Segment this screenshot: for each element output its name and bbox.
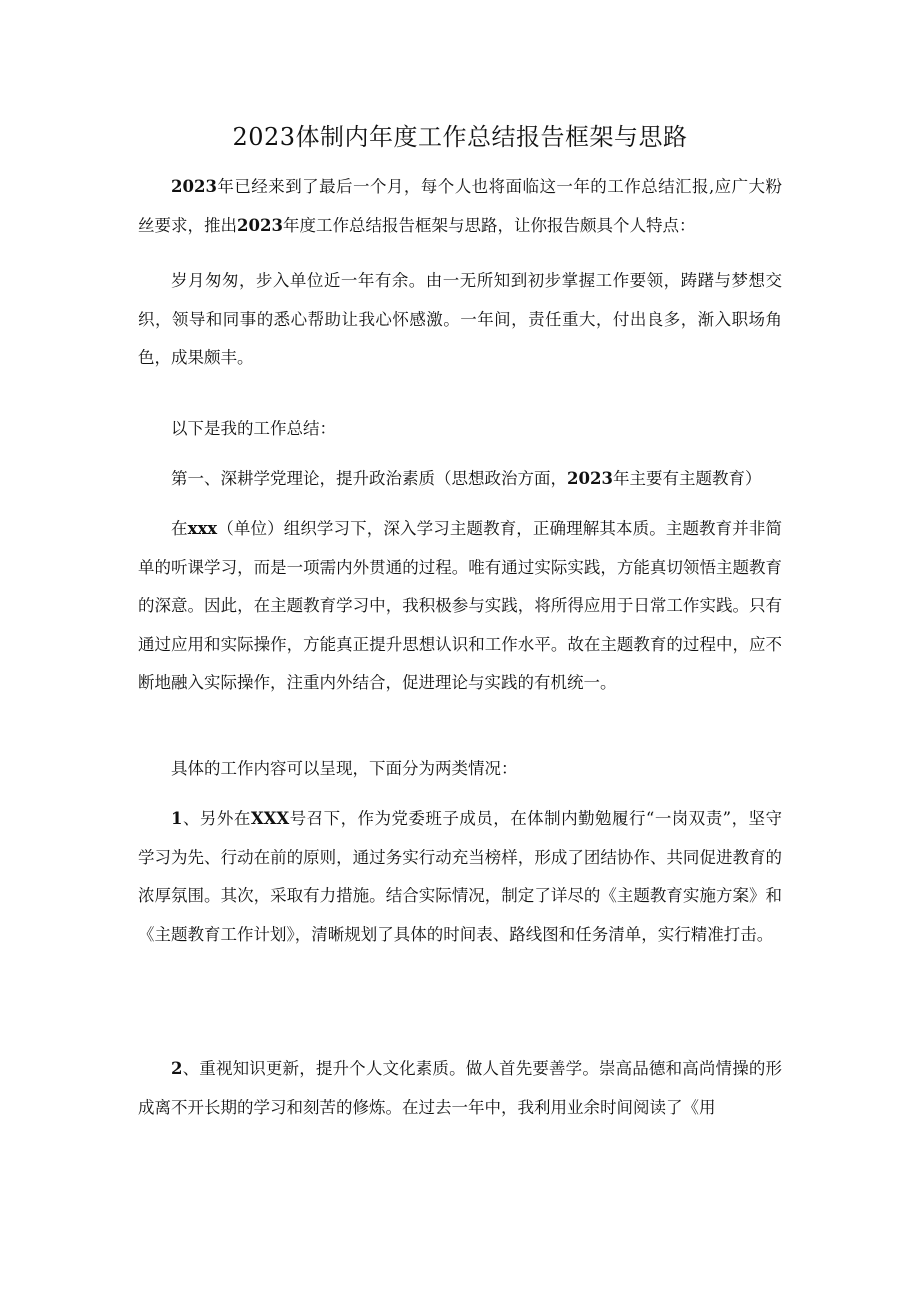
item-2-text-1: 、重视知识更新，提升个人文化素质。做人首先要善学。崇高品德和高尚情操的形成离不开长期的学习和刻苦的修炼。在过去一年中，我利用业余时间阅读了《用	[138, 1059, 782, 1117]
item-2-paragraph	[138, 1050, 782, 1127]
document-title: 2023体制内年度工作总结报告框架与思路	[232, 123, 688, 151]
intro-text-2: 年度工作总结报告框架与思路，让你报告颇具个人特点：	[282, 215, 696, 235]
intro-text-1: 年已经来到了最后一个月，每个人也将面临这一年的工作总结汇报,应广大粉丝要求，推出	[138, 177, 782, 235]
item-1-text-2: 号召下，作为党委班子成员，在体制内勤勉履行“一岗双责”，坚守学习为先、行动在前的原则，通过务实行动充当榜样，形成了团结协作、共同促进教育的浓厚氛围。其次，采取有力措施。结合实际情况，制定了详尽的《主题教育实施方案》和《主题教育工作计划》，清晰规划了具体的时间表、路线图和任务清单，实行精准打击。	[138, 809, 783, 944]
study-text-1: 在	[171, 519, 188, 538]
item-1-paragraph	[138, 800, 782, 954]
study-text-2: （单位）组织学习下，深入学习主题教育，正确理解其本质。主题教育并非简单的听课学习，而是一项需内外贯通的过程。唯有通过实际实践，方能真切领悟主题教育的深意。因此，在主题教育学习中，我积极参与实践，将所得应用于日常工作实践。只有通过应用和实际操作，方能真正提升思想认识和工作水平。故在主题教育的过程中，应不断地融入实际操作，注重内外结合，促进理论与实践的有机统一。	[138, 519, 783, 692]
content-intro: 具体的工作内容可以呈现，下面分为两类情况：	[171, 759, 518, 778]
year-bold: 2023	[567, 469, 613, 488]
study-paragraph	[138, 510, 782, 703]
call-bold: XXX	[250, 809, 290, 828]
section-text-1: 第一、深耕学党理论，提升政治素质（思想政治方面，	[171, 469, 567, 488]
intro-paragraph	[138, 168, 782, 245]
item-1-text-1: 、另外在	[182, 809, 251, 828]
year-bold: 2023	[171, 177, 217, 196]
summary-intro: 以下是我的工作总结：	[171, 419, 336, 438]
unit-bold: xxx	[187, 519, 218, 538]
item-number: 2	[171, 1059, 183, 1078]
time-paragraph: 岁月匆匆，步入单位近一年有余。由一无所知到初步掌握工作要领，踌躇与梦想交织，领导和同事的悉心帮助让我心怀感激。一年间，责任重大，付出良多，渐入职场角色，成果颇丰。	[138, 271, 782, 367]
item-number: 1	[171, 809, 183, 828]
section-text-2: 年主要有主题教育）	[612, 469, 762, 488]
year-bold: 2023	[237, 215, 283, 235]
section-heading-1	[138, 460, 782, 499]
